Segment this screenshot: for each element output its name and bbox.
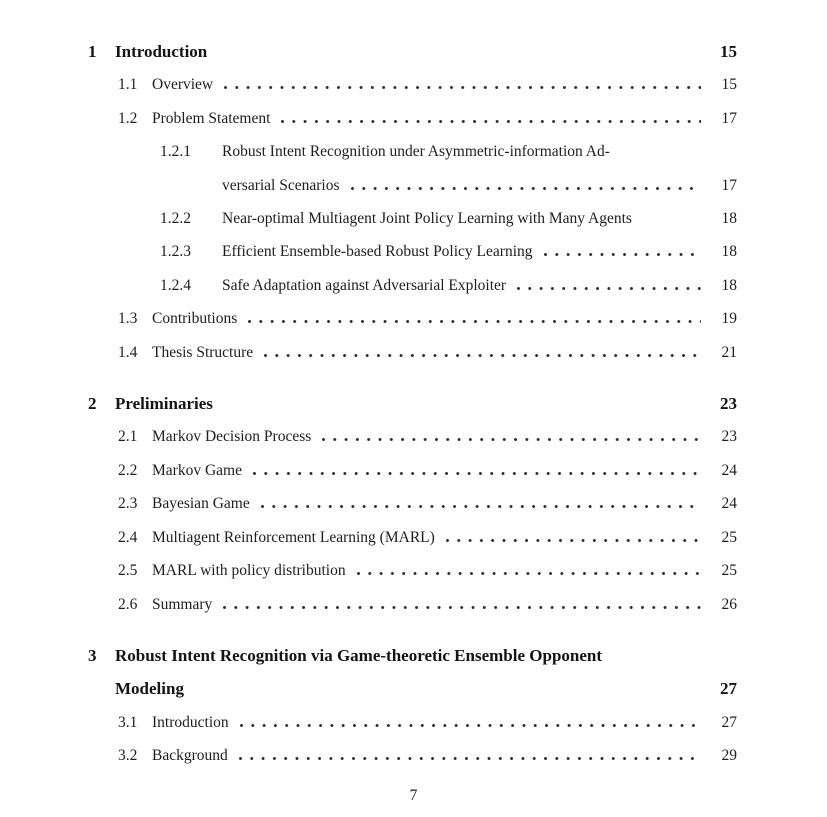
- entry-page: 17: [721, 176, 737, 194]
- entry-number: 2.6: [118, 595, 138, 613]
- toc-entry-2.6: [118, 588, 737, 621]
- entry-title: Efficient Ensemble-based Robust Policy Learning: [222, 243, 533, 261]
- dot-leader: [355, 572, 701, 575]
- toc-entry-1.2.1-line2: [222, 169, 737, 202]
- entry-number: 2.5: [118, 562, 138, 580]
- entry-title: Thesis Structure: [152, 343, 254, 361]
- entry-number: 1.2.4: [160, 276, 191, 294]
- toc-entry-2.4: [118, 521, 737, 554]
- toc-entry-1.2.1-line1: [160, 135, 737, 168]
- entry-number: 1.2.2: [160, 210, 191, 228]
- entry-title: Introduction: [152, 713, 229, 731]
- dot-leader: [221, 606, 701, 609]
- toc-entry-1.1: [118, 68, 737, 101]
- entry-page: 21: [721, 343, 737, 361]
- toc-entry-2.2: [118, 454, 737, 487]
- dot-leader: [320, 438, 701, 441]
- entry-number: 2.3: [118, 495, 138, 513]
- entry-page: 18: [721, 210, 737, 228]
- toc-entry-1.2.4: [160, 269, 737, 302]
- dot-leader: [238, 724, 701, 727]
- entry-title: Multiagent Reinforcement Learning (MARL): [152, 528, 435, 546]
- entry-page: 17: [721, 109, 737, 127]
- entry-page: 29: [721, 747, 737, 765]
- entry-title: Markov Game: [152, 461, 242, 479]
- toc-entry-2: [88, 387, 737, 420]
- dot-leader: [246, 320, 701, 323]
- entry-title: Summary: [152, 595, 213, 613]
- entry-page: 25: [721, 528, 737, 546]
- dot-leader: [251, 472, 701, 475]
- entry-page: 23: [721, 428, 737, 446]
- entry-title: Markov Decision Process: [152, 428, 312, 446]
- entry-page: 27: [720, 679, 737, 699]
- dot-leader: [262, 354, 701, 357]
- entry-page: 27: [721, 713, 737, 731]
- dot-leader: [542, 253, 702, 256]
- entry-number: 1.3: [118, 310, 138, 328]
- entry-title: Robust Intent Recognition under Asymmetric-information Ad-: [222, 143, 610, 161]
- entry-title: Robust Intent Recognition via Game-theoretic Ensemble Opponent: [115, 645, 603, 665]
- entry-number: 2.1: [118, 428, 138, 446]
- dot-leader: [515, 287, 701, 290]
- entry-number: 3.2: [118, 747, 138, 765]
- entry-title: Near-optimal Multiagent Joint Policy Learning with Many Agents: [222, 210, 632, 228]
- entry-page: 18: [721, 243, 737, 261]
- entry-number: 1.2.1: [160, 143, 191, 161]
- toc-entry-3.2: [118, 739, 737, 772]
- entry-page: 18: [721, 276, 737, 294]
- entry-number: 1.2: [118, 109, 138, 127]
- toc-entry-2.1: [118, 420, 737, 453]
- entry-title: Contributions: [152, 310, 238, 328]
- dot-leader: [259, 505, 701, 508]
- entry-title: Preliminaries: [115, 394, 213, 414]
- entry-page: 23: [720, 394, 737, 414]
- toc: [88, 35, 737, 773]
- entry-page: 24: [721, 461, 737, 479]
- entry-number: 2.2: [118, 461, 138, 479]
- toc-entry-1.3: [118, 302, 737, 335]
- entry-page: 15: [720, 42, 737, 61]
- toc-entry-3-line1: [88, 639, 737, 672]
- dot-leader: [237, 757, 701, 760]
- entry-number: 2: [88, 394, 97, 414]
- toc-entry-2.3: [118, 487, 737, 520]
- toc-entry-3-line2: [115, 672, 737, 705]
- entry-title: versarial Scenarios: [222, 176, 340, 194]
- entry-title: Background: [152, 747, 228, 765]
- entry-number: 3: [88, 645, 97, 665]
- entry-title: Bayesian Game: [152, 495, 250, 513]
- dot-leader: [444, 539, 701, 542]
- toc-entry-1.2: [118, 102, 737, 135]
- toc-entry-2.5: [118, 554, 737, 587]
- entry-page: 24: [721, 495, 737, 513]
- entry-title: Safe Adaptation against Adversarial Exploiter: [222, 276, 507, 294]
- toc-entry-1.4: [118, 336, 737, 369]
- toc-entry-1.2.2: [160, 202, 737, 235]
- dot-leader: [349, 187, 702, 190]
- entry-page: 15: [721, 76, 737, 94]
- entry-number: 1.1: [118, 76, 138, 94]
- dot-leader: [222, 86, 701, 89]
- entry-number: 1.4: [118, 343, 138, 361]
- entry-page: 25: [721, 562, 737, 580]
- toc-entry-3.1: [118, 706, 737, 739]
- entry-title: Introduction: [115, 42, 208, 61]
- entry-number: 1.2.3: [160, 243, 191, 261]
- entry-page: 26: [721, 595, 737, 613]
- entry-title: Overview: [152, 76, 214, 94]
- entry-number: 3.1: [118, 713, 138, 731]
- toc-entry-1: [88, 35, 737, 68]
- entry-title: Problem Statement: [152, 109, 271, 127]
- entry-title: Modeling: [115, 679, 184, 699]
- entry-number: 1: [88, 42, 97, 61]
- footer-page-number: 7: [409, 787, 418, 804]
- entry-title: MARL with policy distribution: [152, 562, 346, 580]
- entry-page: 19: [721, 310, 737, 328]
- toc-entry-1.2.3: [160, 235, 737, 268]
- dot-leader: [279, 120, 701, 123]
- entry-number: 2.4: [118, 528, 138, 546]
